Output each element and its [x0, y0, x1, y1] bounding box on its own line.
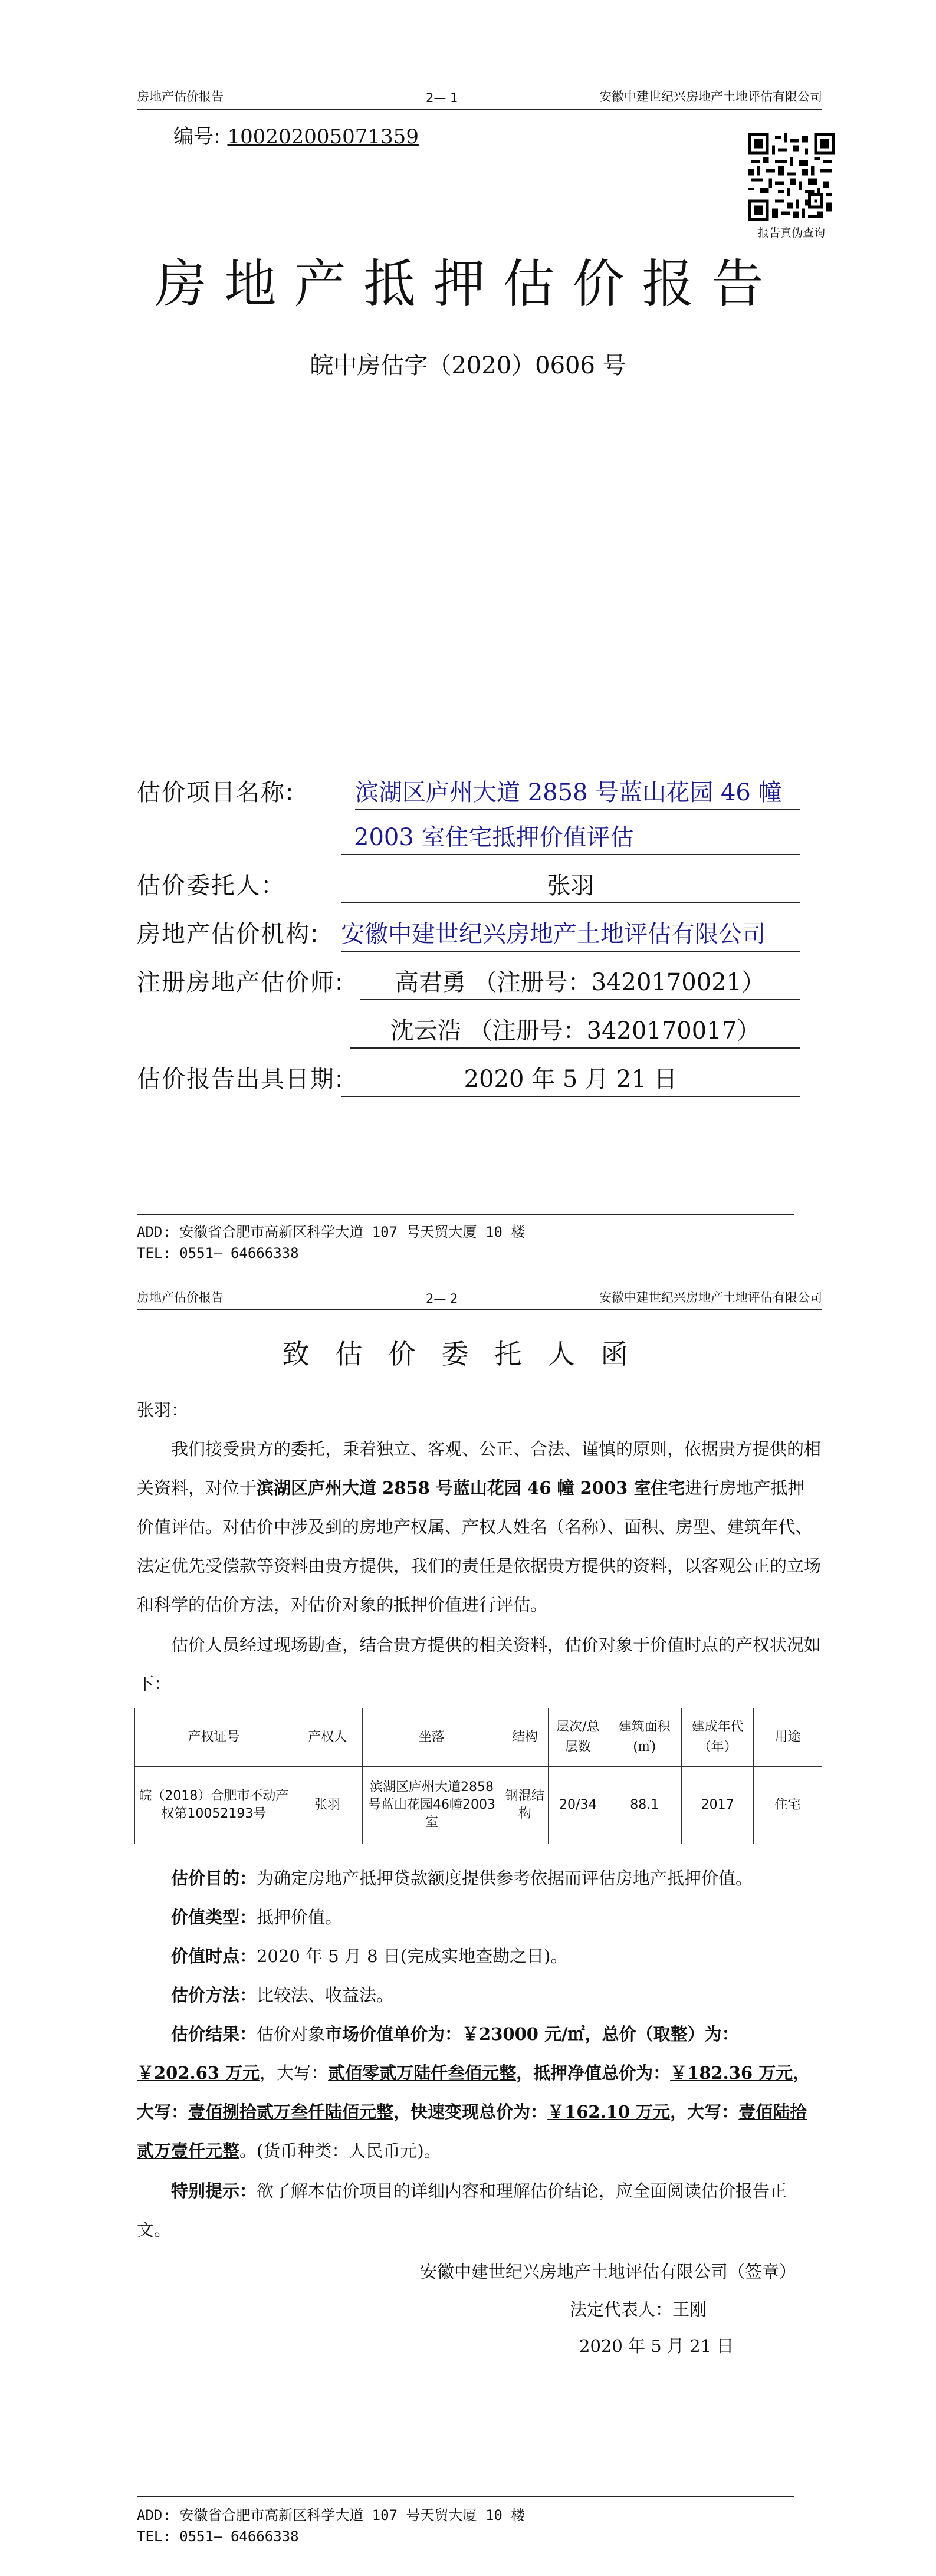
property-address: 滨湖区庐州大道 2858 号蓝山花园 46 幢 2003 室住宅: [257, 1478, 685, 1498]
result-text: ，大写：: [670, 2102, 739, 2122]
table-header-cell: 层次/总层数: [549, 1708, 607, 1767]
table-cell: 88.1: [607, 1767, 682, 1844]
project-name-line2[interactable]: 2003 室住宅抵押价值评估: [341, 821, 800, 855]
result-net-value: ￥182.36 万元: [670, 2063, 793, 2083]
tip-text: 欲了解本估价项目的详细内容和理解估价结论，应全面阅读估价报告正文。: [137, 2181, 787, 2240]
running-header: [137, 1289, 822, 1310]
salutation: 张羽：: [137, 1400, 189, 1420]
table-cell: 滨湖区庐州大道2858号蓝山花园46幢2003室: [362, 1767, 501, 1844]
header-right: 安徽中建世纪兴房地产土地评估有限公司: [599, 1290, 822, 1305]
purpose-label: 估价目的：: [171, 1868, 257, 1888]
signature-representative: 法定代表人：王刚: [570, 2299, 707, 2319]
valuation-purpose: [137, 1859, 821, 1898]
letter-paragraph-2: 估价人员经过现场勘查，结合贵方提供的相关资料，估价对象于价值时点的产权状况如下：: [137, 1635, 822, 1694]
result-net-label: ，抵押净值总价为：: [516, 2063, 671, 2083]
table-header-cell: 建成年代（年）: [682, 1708, 754, 1767]
result-total-words: 贰佰零贰万陆仟叁佰元整: [328, 2063, 517, 2083]
table-cell: 住宅: [754, 1767, 822, 1844]
report-title: 房地产抵押估价报告: [155, 254, 781, 314]
result-text: ，大写：: [137, 2063, 810, 2122]
appraiser-1: 高君勇 （注册号：3420170021）: [360, 966, 800, 1000]
result-total-price: ￥202.63 万元: [137, 2063, 260, 2083]
table-header-cell: 结构: [501, 1708, 549, 1767]
client-label: 估价委托人：: [137, 872, 285, 899]
letter-paragraph-1: [137, 1430, 821, 1624]
result-text: 估价对象: [257, 2024, 326, 2044]
value-date: [137, 1937, 821, 1976]
table-header-cell: 产权人: [293, 1708, 362, 1767]
appraiser-label: 注册房地产估价师:: [137, 969, 344, 996]
footer-telephone: TEL: 0551— 64666338: [137, 1245, 299, 1261]
para1-text-c: 进行房地产抵押价值评估。对估价中涉及到的房地产权属、产权人姓名（名称）、面积、房型、建筑年代、法定优先受偿款等资料由贵方提供，我们的责任是依据贵方提供的资料，以客观公正的立场和科学的估价方法，对估价对象的抵押价值进行评估。: [137, 1478, 822, 1615]
verification-qr-code[interactable]: [748, 133, 835, 221]
table-header-cell: 坐落: [362, 1708, 501, 1767]
type-text: 抵押价值。: [257, 1907, 343, 1927]
client-name: 张羽: [341, 869, 800, 903]
table-row: [135, 1767, 822, 1844]
result-quick-label: ，快速变现总价为：: [393, 2102, 548, 2122]
table-header-cell: 产权证号: [135, 1708, 293, 1767]
footer-address: ADD: 安徽省合肥市高新区科学大道 107 号天贸大厦 10 楼: [137, 1224, 526, 1240]
table-cell: 2017: [682, 1767, 754, 1844]
table-header-cell: 建筑面积(㎡): [607, 1708, 682, 1767]
agency-name[interactable]: 安徽中建世纪兴房地产土地评估有限公司: [341, 918, 800, 952]
document-number: 皖中房估字（2020）0606 号: [310, 352, 626, 379]
table-cell: 皖（2018）合肥市不动产权第10052193号: [135, 1767, 293, 1844]
result-label: 估价结果：: [171, 2024, 257, 2044]
special-tip: [137, 2171, 821, 2249]
footer-telephone: TEL: 0551— 64666338: [137, 2528, 299, 2545]
result-quick-value: ￥162.10 万元: [547, 2102, 671, 2122]
type-label: 价值类型：: [171, 1907, 257, 1927]
report-date: 2020 年 5 月 21 日: [341, 1063, 800, 1097]
table-cell: 张羽: [293, 1767, 362, 1844]
table-header-cell: 用途: [754, 1708, 822, 1767]
footer-divider: [137, 1214, 794, 1215]
tip-label: 特别提示：: [171, 2181, 257, 2201]
result-text: ，大写：: [260, 2063, 329, 2083]
header-page-number: 2— 2: [426, 1292, 458, 1306]
result-net-words: 壹佰捌拾贰万叁仟陆佰元整: [188, 2102, 394, 2122]
report-serial: [173, 120, 419, 149]
project-label: 估价项目名称:: [137, 779, 295, 806]
header-right: 安徽中建世纪兴房地产土地评估有限公司: [599, 90, 822, 104]
method-label: 估价方法：: [171, 1985, 257, 2005]
letter-page: [0, 1286, 936, 2576]
header-left: 房地产估价报告: [137, 1290, 224, 1305]
result-unit-price: 市场价值单价为：￥23000 元/㎡，总价（取整）为：: [325, 2024, 739, 2044]
footer-address: ADD: 安徽省合肥市高新区科学大道 107 号天贸大厦 10 楼: [137, 2507, 526, 2524]
table-cell: 钢混结构: [501, 1767, 549, 1844]
method-text: 比较法、收益法。: [257, 1985, 394, 2005]
signature-company: 安徽中建世纪兴房地产土地评估有限公司（签章）: [420, 2262, 797, 2282]
qr-caption: 报告真伪查询: [757, 226, 825, 239]
table-header-row: [135, 1708, 822, 1767]
appraiser-2: 沈云浩 （注册号：3420170017）: [350, 1014, 800, 1049]
table-cell: 20/34: [549, 1767, 607, 1844]
result-quick-words: 壹佰陆拾贰万壹仟元整: [137, 2102, 807, 2161]
value-type: [137, 1898, 821, 1937]
running-header: [137, 88, 822, 110]
valuation-method: [137, 1976, 821, 2015]
letter-title: 致估价委托人函: [282, 1338, 654, 1370]
footer-divider: [137, 2496, 794, 2497]
serial-number: 100202005071359: [227, 125, 419, 149]
date-label: 估价报告出具日期:: [137, 1066, 344, 1093]
valuation-result: [137, 2015, 821, 2170]
para1-text-a: 我们接受贵方的委托，秉着独立、客观、公正、合法、谨慎的原则，依据贵方提供的相关资料，对位于: [137, 1439, 822, 1498]
cover-page: [0, 0, 936, 1286]
result-currency-note: 。(货币种类：人民币元)。: [239, 2141, 441, 2161]
property-rights-table: [134, 1708, 822, 1844]
value-date-label: 价值时点：: [171, 1946, 257, 1966]
purpose-text: 为确定房地产抵押贷款额度提供参考依据而评估房地产抵押价值。: [257, 1868, 753, 1888]
agency-label: 房地产估价机构:: [137, 921, 320, 948]
serial-label: 编号:: [173, 125, 221, 149]
signature-date: 2020 年 5 月 21 日: [579, 2336, 734, 2356]
value-date-text: 2020 年 5 月 8 日(完成实地查勘之日)。: [257, 1946, 568, 1966]
header-page-number: 2— 1: [426, 91, 458, 105]
project-name-line1[interactable]: 滨湖区庐州大道 2858 号蓝山花园 46 幢: [355, 776, 800, 810]
header-left: 房地产估价报告: [137, 90, 224, 104]
